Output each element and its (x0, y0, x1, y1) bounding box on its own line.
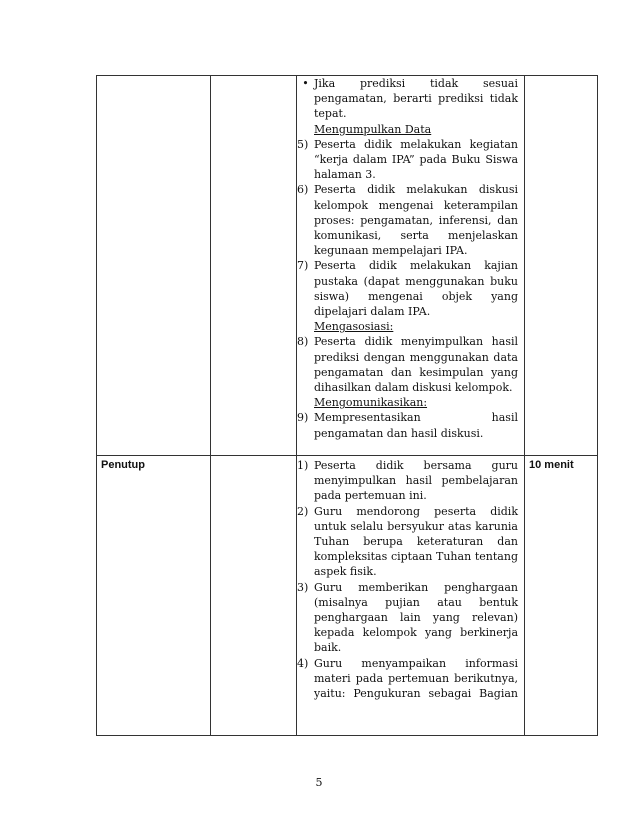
list-item (297, 334, 518, 395)
activity-cell (297, 76, 525, 456)
list-item (297, 504, 518, 580)
list-item (297, 410, 518, 440)
section-heading: Mengomunikasikan: (314, 396, 428, 410)
list-item-text: Guru mendorong peserta didik untuk selalu bersyukur atas karunia Tuhan berupa keteraturan dan kompleksitas ciptaan Tuhan tentang aspek fisik. (314, 504, 518, 579)
list-item-text: Peserta didik menyimpulkan hasil prediksi dengan menggunakan data pengamatan dan kesimpulan yang dihasilkan dalam diskusi kelompok. (314, 335, 518, 395)
item-number: 7) (297, 259, 309, 273)
list-item-text: Peserta didik melakukan kegiatan “kerja dalam IPA” pada Buku Siswa halaman 3. (314, 137, 518, 182)
list-item (297, 137, 518, 183)
list-item-text: Jika prediksi tidak sesuai pengamatan, berarti prediksi tidak tepat. (314, 77, 518, 121)
list-item-text: Guru menyampaikan informasi materi pada pertemuan berikutnya, yaitu: Pengukuran sebagai Bagian (314, 656, 518, 701)
list-item-text: Peserta didik bersama guru menyimpulkan hasil pembelajaran pada pertemuan ini. (314, 459, 518, 503)
item-number: 6) (297, 183, 309, 197)
time-cell (525, 76, 598, 456)
list-item (297, 458, 518, 504)
item-number: 5) (297, 137, 309, 151)
stage-label: Penutup (97, 456, 211, 736)
table-row-closing (97, 456, 598, 736)
empty-cell (211, 456, 297, 736)
list-item-text: Mempresentasikan hasil pengamatan dan hasil diskusi. (314, 411, 518, 440)
section-heading: Mengasosiasi: (314, 320, 394, 334)
item-number: 8) (297, 335, 309, 349)
list-item (297, 258, 518, 319)
item-number: 2) (297, 504, 309, 518)
item-number: 9) (297, 411, 309, 425)
bullet-icon: • (302, 77, 309, 90)
item-number: 1) (297, 459, 309, 472)
lesson-plan-table (96, 75, 598, 736)
list-item (297, 76, 518, 122)
duration-label: 10 menit (525, 456, 598, 736)
list-item-text: Peserta didik melakukan diskusi kelompok mengenai keterampilan proses: pengamatan, inferensi, dan komunikasi, serta menjelaskan kegunaan mempelajari IPA. (314, 183, 518, 258)
stage-cell (97, 76, 211, 456)
list-item (297, 656, 518, 702)
page-number: 5 (315, 776, 323, 789)
table-row-core-activity (97, 76, 598, 456)
list-item (297, 580, 518, 656)
list-item-text: Peserta didik melakukan kajian pustaka (dapat menggunakan buku siswa) mengenai objek yang dipelajari dalam IPA. (314, 259, 518, 319)
item-number: 3) (297, 580, 309, 594)
list-item (297, 182, 518, 258)
activity-cell (297, 456, 525, 736)
list-item-text: Guru memberikan penghargaan (misalnya pujian atau bentuk penghargaan lain yang relevan) kepada kelompok yang berkinerja baik. (314, 580, 518, 655)
section-heading: Mengumpulkan Data (314, 122, 432, 136)
item-number: 4) (297, 656, 309, 670)
empty-cell (211, 76, 297, 456)
